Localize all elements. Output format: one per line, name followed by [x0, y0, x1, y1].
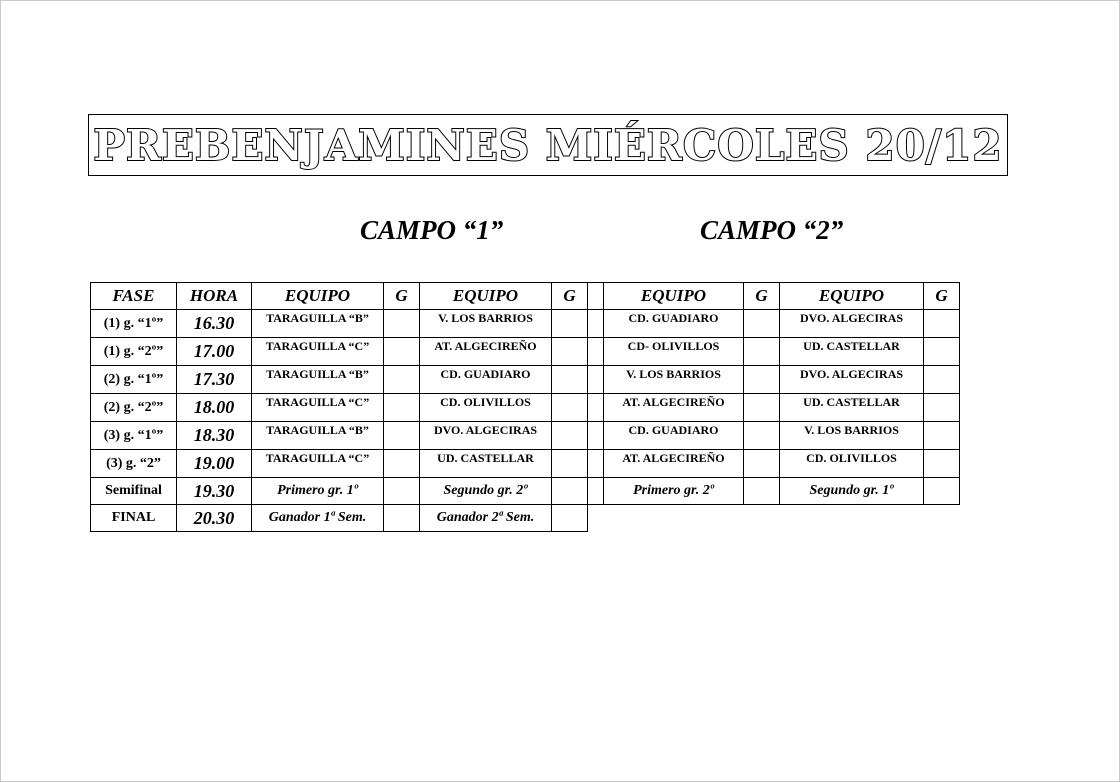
separator-cell — [588, 394, 604, 422]
goals-cell — [924, 478, 960, 505]
empty-cell — [604, 505, 744, 532]
schedule-table — [90, 282, 960, 532]
hora-cell: 17.00 — [177, 338, 252, 366]
campo1-away-team: CD. GUADIARO — [420, 366, 552, 394]
campo1-home-team: TARAGUILLA “B” — [252, 310, 384, 338]
campo2-home-team: V. LOS BARRIOS — [604, 366, 744, 394]
campo2-away-team: V. LOS BARRIOS — [780, 422, 924, 450]
goals-cell — [384, 478, 420, 505]
campo1-away-team: DVO. ALGECIRAS — [420, 422, 552, 450]
campo2-home-team: AT. ALGECIREÑO — [604, 394, 744, 422]
campo2-away-team: CD. OLIVILLOS — [780, 450, 924, 478]
separator-cell — [588, 478, 604, 505]
campo2-away-team: Segundo gr. 1º — [780, 478, 924, 505]
goals-cell — [384, 422, 420, 450]
fase-cell: Semifinal — [91, 478, 177, 505]
hora-cell: 18.00 — [177, 394, 252, 422]
campo2-away-team: DVO. ALGECIRAS — [780, 366, 924, 394]
hora-cell: 19.00 — [177, 450, 252, 478]
hora-cell: 20.30 — [177, 505, 252, 532]
table-row — [91, 478, 960, 505]
header-g: G — [924, 283, 960, 310]
goals-cell — [552, 450, 588, 478]
header-hora: HORA — [177, 283, 252, 310]
separator-cell — [588, 422, 604, 450]
table-row — [91, 422, 960, 450]
campo2-away-team: UD. CASTELLAR — [780, 394, 924, 422]
hora-cell: 16.30 — [177, 310, 252, 338]
campo1-home-team: TARAGUILLA “C” — [252, 450, 384, 478]
fase-cell: (2) g. “2º” — [91, 394, 177, 422]
campo2-home-team: Primero gr. 2º — [604, 478, 744, 505]
campo1-away-team: Ganador 2ª Sem. — [420, 505, 552, 532]
goals-cell — [924, 422, 960, 450]
header-g: G — [744, 283, 780, 310]
goals-cell — [744, 310, 780, 338]
goals-cell — [552, 478, 588, 505]
table-row — [91, 394, 960, 422]
goals-cell — [924, 450, 960, 478]
separator-cell — [588, 283, 604, 310]
goals-cell — [384, 505, 420, 532]
campo2-home-team: CD- OLIVILLOS — [604, 338, 744, 366]
header-g: G — [384, 283, 420, 310]
table-row — [91, 450, 960, 478]
campo1-home-team: Primero gr. 1º — [252, 478, 384, 505]
fase-cell: FINAL — [91, 505, 177, 532]
empty-cell — [744, 505, 780, 532]
table-row — [91, 310, 960, 338]
campo2-away-team: UD. CASTELLAR — [780, 338, 924, 366]
goals-cell — [744, 366, 780, 394]
fase-cell: (1) g. “2º” — [91, 338, 177, 366]
goals-cell — [744, 394, 780, 422]
goals-cell — [744, 422, 780, 450]
empty-cell — [588, 505, 604, 532]
header-equipo: EQUIPO — [252, 283, 384, 310]
goals-cell — [552, 394, 588, 422]
campo1-away-team: CD. OLIVILLOS — [420, 394, 552, 422]
hora-cell: 17.30 — [177, 366, 252, 394]
goals-cell — [744, 478, 780, 505]
header-fase: FASE — [91, 283, 177, 310]
campo1-away-team: AT. ALGECIREÑO — [420, 338, 552, 366]
campo1-home-team: TARAGUILLA “C” — [252, 394, 384, 422]
goals-cell — [552, 366, 588, 394]
fase-cell: (2) g. “1º” — [91, 366, 177, 394]
campo2-home-team: CD. GUADIARO — [604, 310, 744, 338]
header-equipo: EQUIPO — [780, 283, 924, 310]
goals-cell — [552, 505, 588, 532]
table-row — [91, 366, 960, 394]
fase-cell: (3) g. “1º” — [91, 422, 177, 450]
goals-cell — [384, 450, 420, 478]
campo2-home-team: CD. GUADIARO — [604, 422, 744, 450]
fase-cell: (3) g. “2” — [91, 450, 177, 478]
separator-cell — [588, 450, 604, 478]
hora-cell: 18.30 — [177, 422, 252, 450]
campo2-away-team: DVO. ALGECIRAS — [780, 310, 924, 338]
title-box — [88, 114, 1008, 176]
empty-cell — [780, 505, 924, 532]
goals-cell — [924, 310, 960, 338]
campo-2-heading: CAMPO “2” — [700, 215, 844, 245]
separator-cell — [588, 310, 604, 338]
campo1-away-team: V. LOS BARRIOS — [420, 310, 552, 338]
table-row — [91, 338, 960, 366]
page-title: PREBENJAMINES MIÉRCOLES 20/12 — [93, 120, 1003, 170]
goals-cell — [924, 366, 960, 394]
campo2-home-team: AT. ALGECIREÑO — [604, 450, 744, 478]
goals-cell — [384, 338, 420, 366]
goals-cell — [384, 310, 420, 338]
campo-1-heading: CAMPO “1” — [360, 215, 504, 245]
campo1-away-team: UD. CASTELLAR — [420, 450, 552, 478]
header-equipo: EQUIPO — [420, 283, 552, 310]
header-g: G — [552, 283, 588, 310]
campo1-home-team: TARAGUILLA “B” — [252, 422, 384, 450]
empty-cell — [924, 505, 960, 532]
separator-cell — [588, 366, 604, 394]
campo1-home-team: TARAGUILLA “B” — [252, 366, 384, 394]
goals-cell — [552, 422, 588, 450]
fase-cell: (1) g. “1º” — [91, 310, 177, 338]
goals-cell — [924, 394, 960, 422]
goals-cell — [384, 394, 420, 422]
goals-cell — [552, 310, 588, 338]
goals-cell — [924, 338, 960, 366]
separator-cell — [588, 338, 604, 366]
campo1-home-team: TARAGUILLA “C” — [252, 338, 384, 366]
campo1-away-team: Segundo gr. 2º — [420, 478, 552, 505]
goals-cell — [744, 338, 780, 366]
goals-cell — [552, 338, 588, 366]
goals-cell — [744, 450, 780, 478]
table-header-row — [91, 283, 960, 310]
goals-cell — [384, 366, 420, 394]
campo1-home-team: Ganador 1ª Sem. — [252, 505, 384, 532]
hora-cell: 19.30 — [177, 478, 252, 505]
header-equipo: EQUIPO — [604, 283, 744, 310]
table-row — [91, 505, 960, 532]
